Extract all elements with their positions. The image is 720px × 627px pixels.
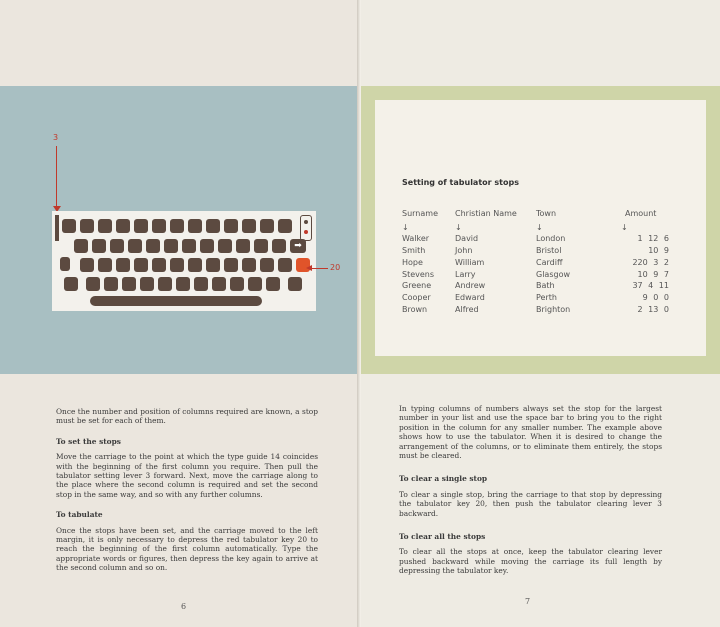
table-cell: 10 9 [648,246,669,256]
shift-lock-key [60,257,70,271]
key [194,277,208,291]
key [98,258,112,272]
table-cell: 220 3 2 [632,257,669,267]
key [128,239,142,253]
table-cell: Bath [536,281,555,291]
table-cell: Walker [402,234,430,244]
page-number: 6 [181,602,187,611]
christian-name-column [455,208,531,315]
table-cell: Stevens [402,269,435,279]
key [260,258,274,272]
column-header: Town [536,209,557,218]
table-cell: Cardiff [536,257,563,267]
table-cell: Perth [536,292,557,302]
key [170,219,184,233]
table-title: Setting of tabulator stops [402,178,519,187]
key [122,277,136,291]
key [158,277,172,291]
key [206,219,220,233]
key [236,239,250,253]
intro-paragraph: In typing columns of numbers always set the stop for the largest number in your list and use the space bar to bring you to the right position in the column for any smaller number. The example above shows how to use the tabulator. When it is desired to change the arrangement of the columns, or to eliminate them entirely, the stops must be cleared. [399,404,662,461]
key [254,239,268,253]
key [116,258,130,272]
down-arrow-icon: ↓ [402,222,409,232]
table-card [375,100,706,356]
key [200,239,214,253]
table-cell: Edward [455,292,485,302]
table-cell: Bristol [536,246,562,256]
town-column [536,208,606,315]
table-cell: William [455,257,485,267]
table-illustration-panel [361,86,720,374]
key [134,219,148,233]
key [152,258,166,272]
table-cell: Andrew [455,281,486,291]
table-cell: Glasgow [536,269,571,279]
key [242,219,256,233]
key [218,239,232,253]
key [176,277,190,291]
section-body: To clear a single stop, bring the carriage to that stop by depressing the tabulator key 20, then push the tabulator clearing lever 3 backward. [399,489,662,518]
down-arrow-icon: ↓ [455,222,462,232]
key [62,219,76,233]
section-body: Once the stops have been set, and the carriage moved to the left margin, it is only necessary to depress the red tabulator key 20 to reach the beginning of the first column automatically. Type the appropriate words or figures, then depress the key again to arrive at the second column and so on. [56,525,318,573]
key [170,258,184,272]
left-text-block [56,407,318,573]
table-cell: Larry [455,269,476,279]
table-cell: Brighton [536,304,571,314]
table-cell: 9 0 0 [642,292,669,302]
section-heading: To tabulate [56,510,103,520]
table-cell: Greene [402,281,432,291]
key [164,239,178,253]
right-page [361,0,720,627]
tab-key-arrow-head [306,265,312,271]
key [242,258,256,272]
key [188,219,202,233]
key [182,239,196,253]
key [134,258,148,272]
key [92,239,106,253]
typewriter-keyboard [52,211,316,311]
key [104,277,118,291]
column-header: Surname [402,209,438,218]
return-arrow-icon: ➡ [290,239,306,253]
key [230,277,244,291]
down-arrow-icon: ↓ [621,222,628,232]
key [98,219,112,233]
carriage-arrow [56,146,57,210]
table-cell: 1 12 6 [637,234,669,244]
key [224,219,238,233]
key [74,239,88,253]
surname-column [402,208,452,315]
column-header: Christian Name [455,209,517,218]
key [188,258,202,272]
right-text-block [399,404,662,576]
table-cell: 37 4 11 [632,281,669,291]
key [266,277,280,291]
section-body: Move the carriage to the point at which the type guide 14 coincides with the beginning of the first column you require. Then pull the tabulator setting lever 3 forward. Next, move the carriage along to the place where the second column is required and set the second stop in the same way, and so with any further columns. [56,452,318,499]
table-cell: John [455,246,473,256]
key [260,219,274,233]
carriage-label: 3 [53,133,59,142]
table-cell: Alfred [455,304,479,314]
key [272,239,286,253]
key [80,258,94,272]
table-cell: 10 9 7 [637,269,669,279]
table-cell: Brown [402,304,428,314]
table-cell: Smith [402,246,426,256]
down-arrow-icon: ↓ [536,222,543,232]
tab-key-label: 20 [330,263,341,272]
column-header: Amount [625,209,657,218]
section-heading: To set the stops [56,436,121,446]
key [140,277,154,291]
key [212,277,226,291]
carriage-lever [55,215,59,241]
key [86,277,100,291]
section-heading: To clear a single stop [399,474,488,484]
shift-key [64,277,78,291]
key [278,258,292,272]
key [224,258,238,272]
page-number: 7 [525,597,531,606]
table-cell: Hope [402,257,423,267]
key [278,219,292,233]
tab-key-arrow [310,268,328,269]
key [206,258,220,272]
table-cell: 2 13 0 [637,304,669,314]
section-heading: To clear all the stops [399,532,486,542]
ribbon-selector [300,215,312,241]
amount-column [621,208,681,315]
key [152,219,166,233]
key [80,219,94,233]
key [110,239,124,253]
table-cell: David [455,234,479,244]
key [248,277,262,291]
key [146,239,160,253]
key [116,219,130,233]
table-cell: London [536,234,566,244]
table-cell: Cooper [402,292,431,302]
section-body: To clear all the stops at once, keep the tabulator clearing lever pushed backward while moving the carriage its full length by depressing the tabulator key. [399,547,662,576]
space-bar [90,296,262,306]
shift-key [288,277,302,291]
left-page [0,0,359,627]
intro-paragraph: Once the number and position of columns required are known, a stop must be set for each of them. [56,407,318,426]
